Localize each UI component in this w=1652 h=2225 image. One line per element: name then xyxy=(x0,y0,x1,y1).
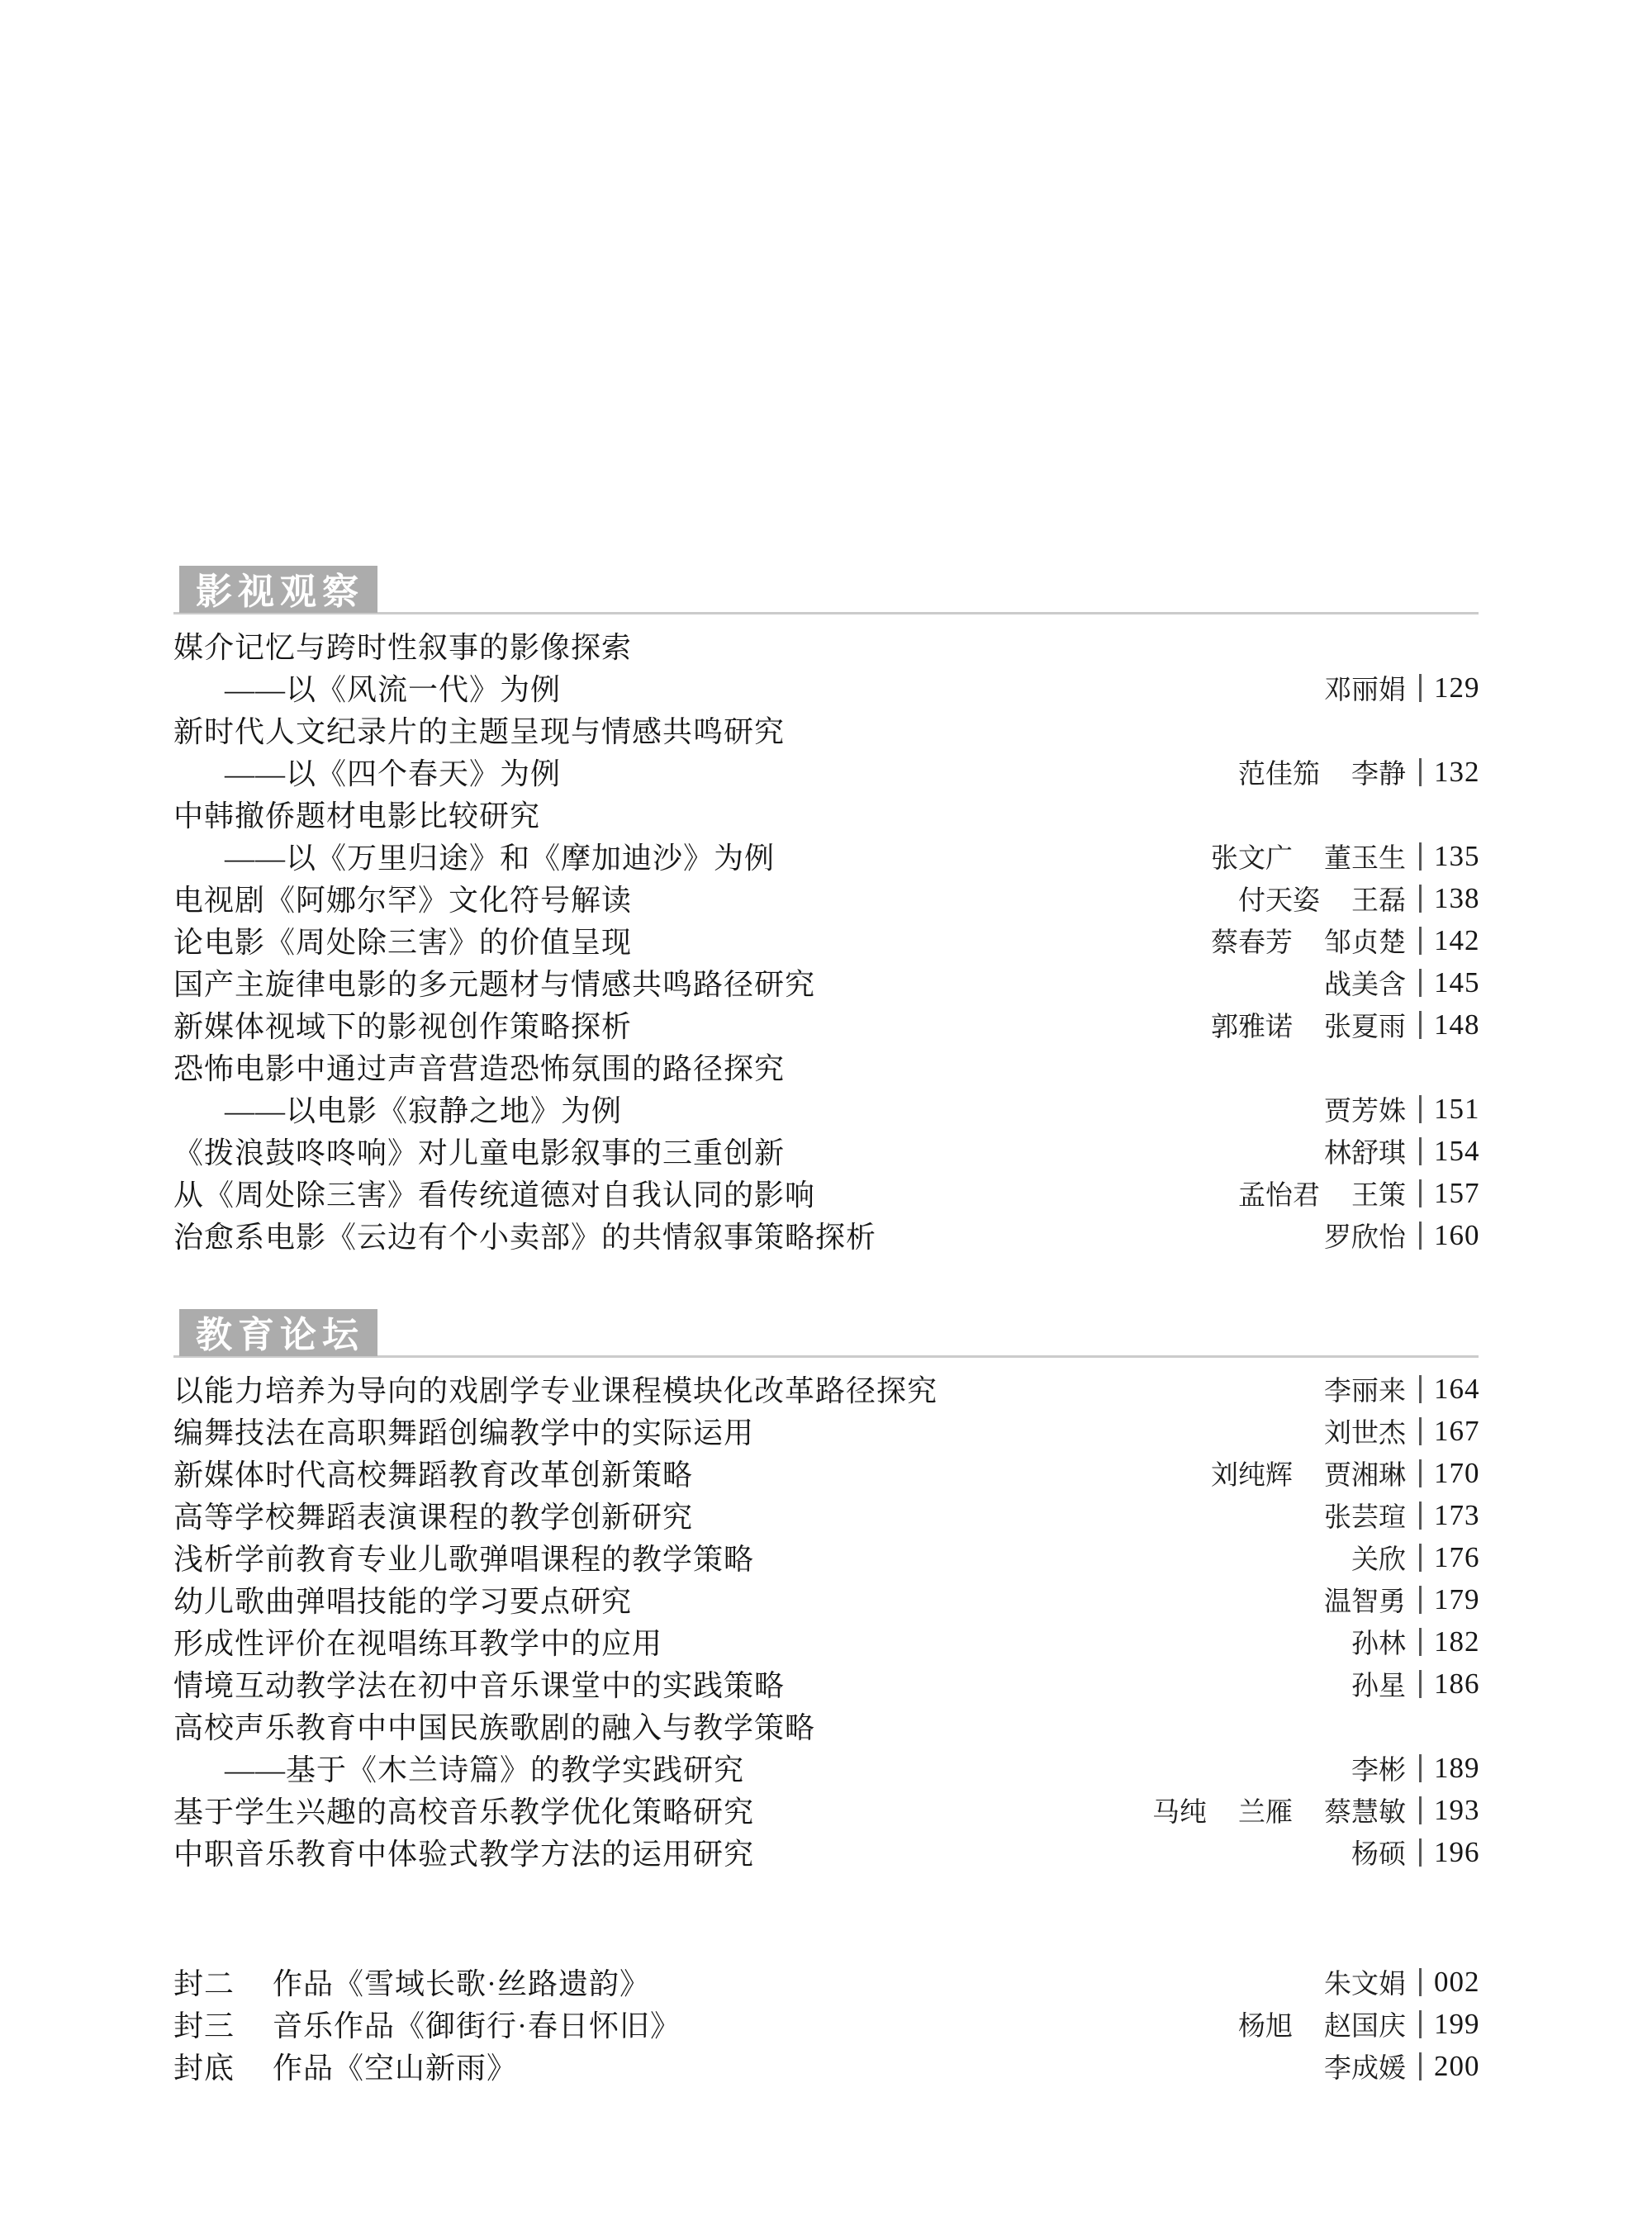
toc-entry-row xyxy=(173,1172,1479,1214)
author-name: 付天姿 xyxy=(1238,886,1320,916)
entry-title: 形成性评价在视唱练耳教学中的应用 xyxy=(173,1627,663,1660)
entry-authors xyxy=(1324,1131,1406,1170)
entry-page xyxy=(1419,966,1479,999)
entry-page xyxy=(1419,1093,1479,1126)
entry-authors xyxy=(1351,1538,1406,1577)
page-number: 167 xyxy=(1434,1414,1480,1447)
toc-entry-row xyxy=(173,667,1479,709)
toc-entry-row xyxy=(173,1088,1479,1130)
entry-page xyxy=(1419,1752,1479,1785)
entry-page xyxy=(1419,1373,1479,1406)
toc-entry-row xyxy=(173,1578,1479,1620)
toc-entry-row xyxy=(173,624,1479,667)
page-number: 138 xyxy=(1434,881,1480,914)
entry-authors xyxy=(1351,1622,1406,1661)
entry-title: 新时代人文纪录片的主题呈现与情感共鸣研究 xyxy=(173,715,786,748)
author-name: 杨硕 xyxy=(1351,1840,1406,1870)
entry-title: 电视剧《阿娜尔罕》文化符号解读 xyxy=(173,884,633,917)
entry-title: ——基于《木兰诗篇》的教学实践研究 xyxy=(225,1753,745,1786)
page-separator-bar xyxy=(1419,969,1422,997)
page-number: 148 xyxy=(1434,1008,1480,1041)
section-header xyxy=(173,566,1479,613)
entry-authors xyxy=(1351,1664,1406,1703)
section-title: 教育论坛 xyxy=(196,1314,364,1355)
author-name: 李成媛 xyxy=(1324,2054,1406,2084)
toc-entry-row xyxy=(173,1130,1479,1172)
toc-entry-row xyxy=(173,919,1479,961)
page-number: 151 xyxy=(1434,1092,1480,1125)
page-separator-bar xyxy=(1419,885,1422,913)
section-entry-list xyxy=(173,624,1479,1256)
page-separator-bar xyxy=(1419,1838,1422,1867)
page-number: 142 xyxy=(1434,923,1480,956)
page-number: 186 xyxy=(1434,1667,1480,1700)
author-name: 朱文娟 xyxy=(1324,1970,1406,2000)
entry-authors xyxy=(1152,1791,1406,1829)
page-number: 157 xyxy=(1434,1176,1480,1209)
entry-title: 编舞技法在高职舞蹈创编教学中的实际运用 xyxy=(173,1416,755,1449)
page-separator-bar xyxy=(1419,1586,1422,1614)
author-name: 刘世杰 xyxy=(1324,1419,1406,1449)
toc-entry-row xyxy=(173,1046,1479,1088)
entry-authors xyxy=(1238,752,1406,791)
entry-title: 幼儿歌曲弹唱技能的学习要点研究 xyxy=(173,1585,633,1618)
author-name: 郭雅诺 xyxy=(1211,1013,1293,1042)
entry-page xyxy=(1419,671,1479,705)
entry-page xyxy=(1419,756,1479,789)
entry-authors xyxy=(1211,921,1406,960)
author-name: 蔡春芳 xyxy=(1211,928,1293,958)
entry-authors xyxy=(1211,837,1406,875)
entry-title: 新媒体视域下的影视创作策略探析 xyxy=(173,1010,633,1043)
entry-title: 中职音乐教育中体验式教学方法的运用研究 xyxy=(173,1838,755,1871)
page-separator-bar xyxy=(1419,1417,1422,1445)
author-name: 兰雁 xyxy=(1238,1798,1293,1828)
page-number: 199 xyxy=(1434,2007,1480,2040)
entry-authors xyxy=(1324,668,1406,707)
entry-title: 音乐作品《御街行·春日怀旧》 xyxy=(273,2009,681,2042)
entry-page xyxy=(1419,1177,1479,1210)
author-name: 关欣 xyxy=(1351,1545,1406,1575)
section-education xyxy=(173,1309,1479,1873)
page-separator-bar xyxy=(1419,1011,1422,1039)
author-name: 蔡慧敏 xyxy=(1324,1798,1406,1828)
toc-entry-row xyxy=(173,1536,1479,1578)
entry-title: ——以《万里归途》和《摩加迪沙》为例 xyxy=(225,842,776,875)
author-name: 马纯 xyxy=(1152,1798,1207,1828)
page-number: 002 xyxy=(1434,1965,1480,1998)
page-separator-bar xyxy=(1419,1670,1422,1698)
author-name: 董玉生 xyxy=(1324,844,1406,874)
page-separator-bar xyxy=(1419,1179,1422,1207)
entry-authors xyxy=(1324,963,1406,1002)
entry-authors xyxy=(1324,1496,1406,1535)
entry-page xyxy=(1419,2050,1479,2083)
entry-page xyxy=(1419,1794,1479,1827)
page-separator-bar xyxy=(1419,1628,1422,1656)
section-film-tv xyxy=(173,566,1479,1256)
author-name: 贾湘琳 xyxy=(1324,1461,1406,1491)
author-name: 张芸瑄 xyxy=(1324,1503,1406,1533)
page-number: 170 xyxy=(1434,1456,1480,1489)
cover-entry-row xyxy=(173,1961,1479,2003)
section-entry-list xyxy=(173,1368,1479,1873)
page-separator-bar xyxy=(1419,1095,1422,1123)
entry-authors xyxy=(1324,1216,1406,1255)
author-name: 王磊 xyxy=(1351,886,1406,916)
entry-authors xyxy=(1324,1962,1406,2001)
author-name: 罗欣怡 xyxy=(1324,1223,1406,1253)
entry-title: 论电影《周处除三害》的价值呈现 xyxy=(173,926,633,959)
toc-entry-row xyxy=(173,1214,1479,1256)
entry-authors xyxy=(1324,1411,1406,1450)
entry-title: ——以《风流一代》为例 xyxy=(225,673,562,706)
entry-page xyxy=(1419,1966,1479,1999)
entry-authors xyxy=(1238,879,1406,918)
author-name: 李静 xyxy=(1351,760,1406,790)
entry-authors xyxy=(1324,2047,1406,2085)
page-number: 200 xyxy=(1434,2049,1480,2082)
entry-authors xyxy=(1211,1005,1406,1044)
toc-entry-row xyxy=(173,1620,1479,1663)
toc-entry-row xyxy=(173,1494,1479,1536)
author-name: 邓丽娟 xyxy=(1324,676,1406,705)
page-separator-bar xyxy=(1419,1754,1422,1782)
author-name: 孟怡君 xyxy=(1238,1181,1320,1211)
entry-title: 恐怖电影中通过声音营造恐怖氛围的路径探究 xyxy=(173,1052,786,1085)
page-number: 189 xyxy=(1434,1751,1480,1784)
author-name: 邹贞楚 xyxy=(1324,928,1406,958)
toc-entry-row xyxy=(173,1003,1479,1046)
author-name: 范佳笳 xyxy=(1238,760,1320,790)
entry-title: 治愈系电影《云边有个小卖部》的共情叙事策略探析 xyxy=(173,1221,877,1254)
entry-title: 国产主旋律电影的多元题材与情感共鸣路径研究 xyxy=(173,968,816,1001)
author-name: 林舒琪 xyxy=(1324,1139,1406,1169)
entry-authors xyxy=(1324,1369,1406,1408)
section-title: 影视观察 xyxy=(196,571,364,612)
page-number: 145 xyxy=(1434,965,1480,999)
author-name: 李丽来 xyxy=(1324,1377,1406,1407)
entry-title: 作品《空山新雨》 xyxy=(273,2052,518,2085)
toc-entry-row xyxy=(173,1452,1479,1494)
author-name: 战美含 xyxy=(1324,970,1406,1000)
page-number: 154 xyxy=(1434,1134,1480,1167)
toc-entry-row xyxy=(173,1368,1479,1410)
section-header-box xyxy=(179,566,377,613)
entry-title: 浅析学前教育专业儿歌弹唱课程的教学策略 xyxy=(173,1543,755,1576)
toc-entry-row xyxy=(173,1705,1479,1747)
entry-page xyxy=(1419,1135,1479,1168)
page-separator-bar xyxy=(1419,1137,1422,1165)
toc-entry-row xyxy=(173,709,1479,751)
entry-page xyxy=(1419,1836,1479,1869)
entry-title: 《拨浪鼓咚咚响》对儿童电影叙事的三重创新 xyxy=(173,1136,786,1169)
entry-authors xyxy=(1238,1174,1406,1212)
page-separator-bar xyxy=(1419,1459,1422,1487)
cover-label: 封三 xyxy=(173,2009,235,2042)
entry-page xyxy=(1419,924,1479,957)
page-number: 179 xyxy=(1434,1582,1480,1615)
page-number: 135 xyxy=(1434,839,1480,872)
toc-entry-row xyxy=(173,1663,1479,1705)
entry-page xyxy=(1419,840,1479,873)
page-separator-bar xyxy=(1419,1796,1422,1824)
toc-entry-row xyxy=(173,1410,1479,1452)
author-name: 贾芳姝 xyxy=(1324,1097,1406,1127)
entry-title: 高等学校舞蹈表演课程的教学创新研究 xyxy=(173,1501,694,1534)
page-separator-bar xyxy=(1419,1222,1422,1250)
entry-authors xyxy=(1324,1580,1406,1619)
entry-page xyxy=(1419,1415,1479,1448)
page-separator-bar xyxy=(1419,1968,1422,1996)
page-separator-bar xyxy=(1419,674,1422,702)
entry-title: 从《周处除三害》看传统道德对自我认同的影响 xyxy=(173,1179,816,1212)
entry-title: 高校声乐教育中中国民族歌剧的融入与教学策略 xyxy=(173,1711,816,1744)
page-number: 164 xyxy=(1434,1372,1480,1405)
toc-entry-row xyxy=(173,1831,1479,1873)
cover-label: 封底 xyxy=(173,2052,235,2085)
toc-entry-row xyxy=(173,1789,1479,1831)
cover-label: 封二 xyxy=(173,1967,235,2000)
entry-title: 媒介记忆与跨时性叙事的影像探索 xyxy=(173,631,633,664)
entry-authors xyxy=(1324,1089,1406,1128)
entry-title: 作品《雪域长歌·丝路遗韵》 xyxy=(273,1967,651,2000)
entry-page xyxy=(1419,1541,1479,1574)
page-number: 129 xyxy=(1434,671,1480,704)
page-separator-bar xyxy=(1419,927,1422,955)
author-name: 张文广 xyxy=(1211,844,1293,874)
author-name: 杨旭 xyxy=(1238,2012,1293,2042)
toc-entry-row xyxy=(173,751,1479,793)
author-name: 孙林 xyxy=(1351,1630,1406,1659)
page-separator-bar xyxy=(1419,1375,1422,1403)
entry-title: 新媒体时代高校舞蹈教育改革创新策略 xyxy=(173,1459,694,1492)
entry-authors xyxy=(1211,1454,1406,1492)
entry-title: 中韩撤侨题材电影比较研究 xyxy=(173,799,541,833)
entry-page xyxy=(1419,1668,1479,1701)
author-name: 赵国庆 xyxy=(1324,2012,1406,2042)
toc-entry-row xyxy=(173,793,1479,835)
toc-content-column xyxy=(173,0,1479,2087)
cover-entry-row xyxy=(173,2003,1479,2045)
cover-entry-list xyxy=(173,1961,1479,2087)
page-number: 182 xyxy=(1434,1625,1480,1658)
author-name: 刘纯辉 xyxy=(1211,1461,1293,1491)
page-number: 196 xyxy=(1434,1835,1480,1868)
entry-title: 情境互动教学法在初中音乐课堂中的实践策略 xyxy=(173,1669,786,1702)
toc-entry-row xyxy=(173,1747,1479,1789)
entry-title: 基于学生兴趣的高校音乐教学优化策略研究 xyxy=(173,1796,755,1829)
author-name: 温智勇 xyxy=(1324,1587,1406,1617)
page-number: 176 xyxy=(1434,1540,1480,1573)
page-number: 160 xyxy=(1434,1218,1480,1251)
author-name: 张夏雨 xyxy=(1324,1013,1406,1042)
toc-entry-row xyxy=(173,961,1479,1003)
page-number: 173 xyxy=(1434,1498,1480,1531)
page-separator-bar xyxy=(1419,2052,1422,2080)
entry-page xyxy=(1419,1219,1479,1252)
entry-title: ——以电影《寂静之地》为例 xyxy=(225,1094,623,1127)
entry-title: 以能力培养为导向的戏剧学专业课程模块化改革路径探究 xyxy=(173,1374,938,1407)
entry-authors xyxy=(1351,1833,1406,1872)
entry-page xyxy=(1419,1625,1479,1658)
page-number: 193 xyxy=(1434,1793,1480,1826)
page-separator-bar xyxy=(1419,2010,1422,2038)
entry-page xyxy=(1419,1499,1479,1532)
entry-page xyxy=(1419,882,1479,915)
page-separator-bar xyxy=(1419,842,1422,871)
toc-entry-row xyxy=(173,835,1479,877)
entry-authors xyxy=(1238,2004,1406,2043)
entry-title: ——以《四个春天》为例 xyxy=(225,757,562,790)
entry-page xyxy=(1419,2008,1479,2041)
section-header xyxy=(173,1309,1479,1356)
author-name: 孙星 xyxy=(1351,1672,1406,1701)
author-name: 李彬 xyxy=(1351,1756,1406,1786)
section-header-box xyxy=(179,1309,377,1356)
page-number: 132 xyxy=(1434,755,1480,788)
page-separator-bar xyxy=(1419,758,1422,786)
author-name: 王策 xyxy=(1351,1181,1406,1211)
entry-authors xyxy=(1351,1748,1406,1787)
cover-entry-row xyxy=(173,2045,1479,2087)
page-separator-bar xyxy=(1419,1502,1422,1530)
entry-page xyxy=(1419,1008,1479,1041)
toc-entry-row xyxy=(173,877,1479,919)
entry-page xyxy=(1419,1583,1479,1616)
entry-page xyxy=(1419,1457,1479,1490)
page-separator-bar xyxy=(1419,1544,1422,1572)
